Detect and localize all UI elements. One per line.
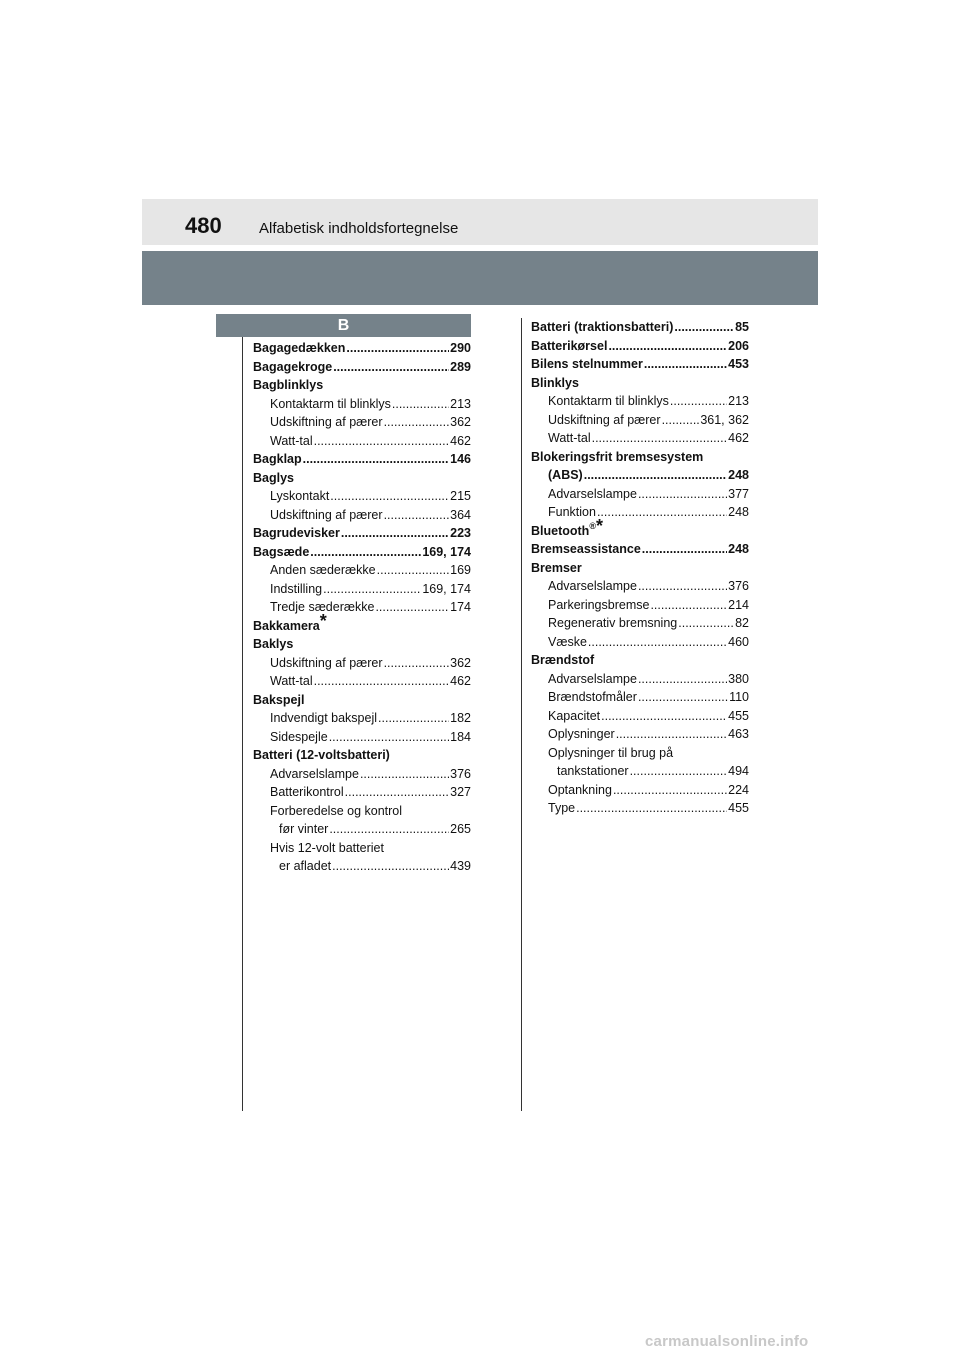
index-entry — [253, 709, 471, 728]
entry-label: Udskiftning af pærer — [548, 412, 661, 427]
page-reference: 455 — [728, 708, 749, 723]
page-reference: 453 — [728, 357, 749, 371]
page-reference: 146 — [450, 452, 471, 466]
entry-label: Advarselslampe — [548, 579, 637, 593]
dot-leader — [314, 672, 450, 691]
page-reference: 460 — [728, 634, 749, 649]
page-reference: 290 — [450, 341, 471, 355]
entry-label: Forberedelse og kontrol — [270, 803, 403, 818]
index-entry — [253, 469, 471, 488]
index-entry — [253, 635, 471, 654]
dot-leader — [670, 392, 727, 411]
dot-leader — [638, 485, 727, 504]
entry-label: Bremser — [531, 560, 582, 575]
entry-label: Anden sæderække — [270, 563, 376, 577]
index-entry — [531, 725, 749, 744]
dot-leader — [333, 358, 449, 377]
entry-label: Oplysninger — [548, 727, 615, 741]
page-reference: 223 — [450, 526, 471, 540]
entry-label: Sidespejle — [270, 729, 328, 744]
page-reference: 213 — [728, 394, 749, 408]
page-reference: 169, 174 — [422, 544, 471, 559]
page-reference: 361, 362 — [700, 412, 749, 427]
entry-label: Parkeringsbremse — [548, 597, 650, 612]
index-entry — [531, 374, 749, 393]
index-entry — [253, 432, 471, 451]
dot-leader — [674, 318, 734, 337]
entry-label: Lyskontakt — [270, 489, 330, 503]
index-entry — [531, 485, 749, 504]
index-entry — [253, 358, 471, 377]
index-entry — [253, 543, 471, 562]
page-reference: 376 — [450, 766, 471, 781]
index-entry — [253, 610, 471, 636]
index-entry — [253, 654, 471, 673]
index-entry — [531, 559, 749, 578]
dot-leader — [329, 820, 449, 839]
index-entry — [531, 596, 749, 615]
index-entry — [253, 561, 471, 580]
dot-leader — [303, 450, 450, 469]
watermark: carmanualsonline.info — [645, 1333, 809, 1350]
dot-leader — [384, 654, 450, 673]
dot-leader — [576, 799, 727, 818]
page-reference: 289 — [450, 359, 471, 374]
dot-leader — [630, 762, 728, 781]
dot-leader — [332, 857, 449, 876]
page-reference: 110 — [729, 690, 749, 704]
dot-leader — [601, 707, 727, 726]
page-reference: 213 — [450, 396, 471, 411]
header-band — [142, 199, 818, 245]
index-column-left — [253, 339, 471, 876]
index-entry — [531, 515, 749, 541]
entry-label: Bremseassistance — [531, 542, 641, 556]
page-reference: 174 — [450, 600, 471, 614]
page-reference: 376 — [728, 579, 749, 593]
index-entry — [531, 503, 749, 522]
index-entry — [531, 466, 749, 485]
entry-label: tankstationer — [557, 764, 629, 778]
dot-leader — [360, 765, 449, 784]
dot-leader — [384, 413, 450, 432]
page-reference: 82 — [735, 616, 749, 630]
page-reference: 462 — [450, 433, 471, 448]
entry-label: Væske — [548, 634, 587, 649]
entry-label: Bakkamera — [253, 618, 320, 633]
registered-mark: ® — [589, 520, 596, 531]
dot-leader — [592, 429, 728, 448]
entry-label: Udskiftning af pærer — [270, 655, 383, 670]
entry-label: Advarselslampe — [548, 671, 637, 686]
dot-leader — [329, 728, 449, 747]
page-reference: 462 — [728, 431, 749, 445]
dot-leader — [377, 561, 450, 580]
page-number: 480 — [185, 213, 222, 238]
entry-label: Brændstofmåler — [548, 690, 637, 704]
entry-label: Baglys — [253, 470, 294, 485]
index-entry — [531, 799, 749, 818]
dot-leader — [375, 598, 449, 617]
index-entry — [253, 691, 471, 710]
page-reference: 362 — [450, 415, 471, 429]
index-entry — [531, 744, 749, 763]
dot-leader — [662, 411, 700, 430]
entry-label: Indstilling — [270, 581, 323, 596]
index-entry — [531, 429, 749, 448]
entry-label: Kontaktarm til blinklys — [548, 394, 669, 408]
index-entry — [253, 580, 471, 599]
dot-leader — [638, 688, 728, 707]
entry-label: Udskiftning af pærer — [270, 415, 383, 429]
dot-leader — [330, 487, 449, 506]
entry-label: Watt-tal — [548, 431, 591, 445]
entry-label: Tredje sæderække — [270, 600, 375, 614]
entry-label: Advarselslampe — [270, 766, 359, 781]
dot-leader — [345, 783, 449, 802]
asterisk-mark: * — [595, 515, 603, 536]
page-reference: 362 — [450, 655, 471, 670]
page-reference: 377 — [728, 486, 749, 501]
dot-leader — [638, 577, 727, 596]
index-entry — [253, 376, 471, 395]
dot-leader — [378, 709, 449, 728]
index-entry — [531, 651, 749, 670]
index-entry — [253, 524, 471, 543]
page-reference: 364 — [450, 507, 471, 522]
entry-label: Bagsæde — [253, 544, 310, 559]
right-column-rule — [521, 318, 522, 1111]
page-reference: 439 — [450, 859, 471, 873]
index-entry — [253, 839, 471, 858]
entry-label: Bagklap — [253, 452, 302, 466]
entry-label: Bagrudevisker — [253, 526, 340, 540]
index-entry — [253, 820, 471, 839]
page-reference: 380 — [728, 671, 749, 686]
index-entry — [253, 339, 471, 358]
page-reference: 182 — [450, 711, 471, 725]
header-gray-bar — [142, 251, 818, 305]
dot-leader — [638, 670, 727, 689]
index-entry — [253, 506, 471, 525]
entry-label: Funktion — [548, 505, 596, 519]
entry-label: Optankning — [548, 782, 612, 797]
entry-label: Blinklys — [531, 375, 579, 390]
page-reference: 248 — [728, 505, 749, 519]
index-entry — [531, 355, 749, 374]
entry-label: Bagagedækken — [253, 341, 346, 355]
dot-leader — [613, 781, 727, 800]
index-entry — [531, 781, 749, 800]
page-reference: 169 — [450, 563, 471, 577]
dot-leader — [310, 543, 421, 562]
entry-label: Hvis 12-volt batteriet — [270, 840, 384, 855]
entry-label: Bagblinklys — [253, 378, 324, 392]
entry-label: Batterikontrol — [270, 785, 344, 799]
section-letter-header: B — [216, 314, 471, 337]
index-entry — [531, 670, 749, 689]
dot-leader — [346, 339, 449, 358]
entry-label: Indvendigt bakspejl — [270, 711, 378, 725]
entry-label: Bilens stelnummer — [531, 357, 643, 371]
dot-leader — [608, 337, 727, 356]
index-entry — [253, 783, 471, 802]
page-reference: 85 — [735, 320, 749, 334]
page-reference: 184 — [450, 729, 471, 744]
page-title: Alfabetisk indholdsfortegnelse — [259, 220, 459, 237]
page-reference: 248 — [728, 468, 749, 482]
entry-label: Batteri (12-voltsbatteri) — [253, 748, 390, 762]
page-reference: 463 — [728, 727, 749, 741]
dot-leader — [616, 725, 727, 744]
page-reference: 224 — [728, 782, 749, 797]
page-reference: 248 — [728, 542, 749, 556]
index-entry — [531, 577, 749, 596]
entry-label: Watt-tal — [270, 433, 313, 448]
entry-label: er afladet — [279, 859, 332, 873]
index-entry — [253, 413, 471, 432]
index-entry — [531, 411, 749, 430]
page-reference: 327 — [450, 785, 471, 799]
dot-leader — [384, 506, 450, 525]
index-entry — [531, 318, 749, 337]
index-entry — [253, 746, 471, 765]
entry-label: Udskiftning af pærer — [270, 507, 383, 522]
entry-label: Bakspejl — [253, 692, 305, 707]
dot-leader — [678, 614, 734, 633]
page-reference: 265 — [450, 822, 471, 836]
left-column-rule — [242, 337, 243, 1111]
asterisk-mark: * — [319, 610, 327, 631]
dot-leader — [650, 596, 727, 615]
dot-leader — [314, 432, 450, 451]
page-reference: 494 — [728, 764, 749, 778]
dot-leader — [597, 503, 727, 522]
index-entry — [253, 672, 471, 691]
index-entry — [531, 448, 749, 467]
index-entry — [253, 487, 471, 506]
page-reference: 214 — [728, 597, 749, 612]
entry-label: Oplysninger til brug på — [548, 745, 674, 760]
entry-label: Regenerativ bremsning — [548, 616, 678, 630]
entry-label: Bagagekroge — [253, 359, 333, 374]
page-reference: 215 — [450, 489, 471, 503]
entry-label: Brændstof — [531, 653, 595, 667]
entry-label: Advarselslampe — [548, 486, 637, 501]
index-entry — [253, 857, 471, 876]
entry-label: Blokeringsfrit bremsesystem — [531, 449, 704, 464]
page-reference: 455 — [728, 801, 749, 815]
index-entry — [531, 614, 749, 633]
entry-label: Kapacitet — [548, 708, 601, 723]
dot-leader — [584, 466, 727, 485]
entry-label: (ABS) — [548, 468, 583, 482]
dot-leader — [341, 524, 449, 543]
index-entry — [253, 728, 471, 747]
index-entry — [253, 802, 471, 821]
entry-label: Baklys — [253, 637, 294, 651]
index-entry — [531, 392, 749, 411]
entry-label: Batterikørsel — [531, 338, 608, 353]
index-entry — [531, 633, 749, 652]
index-entry — [531, 688, 749, 707]
page-reference: 462 — [450, 674, 471, 688]
index-entry — [531, 540, 749, 559]
entry-label: Watt-tal — [270, 674, 313, 688]
entry-label: før vinter — [279, 822, 329, 836]
index-entry — [253, 395, 471, 414]
index-entry — [253, 765, 471, 784]
entry-label: Bluetooth — [531, 523, 590, 538]
entry-label: Type — [548, 801, 576, 815]
entry-label: Kontaktarm til blinklys — [270, 396, 391, 411]
index-entry — [531, 762, 749, 781]
index-entry — [253, 450, 471, 469]
dot-leader — [392, 395, 449, 414]
index-entry — [531, 707, 749, 726]
dot-leader — [588, 633, 727, 652]
page-reference: 206 — [728, 338, 749, 353]
dot-leader — [644, 355, 727, 374]
dot-leader — [323, 580, 421, 599]
index-entry — [253, 598, 471, 617]
dot-leader — [642, 540, 727, 559]
page-reference: 169, 174 — [422, 581, 471, 596]
entry-label: Batteri (traktionsbatteri) — [531, 320, 674, 334]
index-column-right — [531, 318, 749, 818]
index-entry — [531, 337, 749, 356]
